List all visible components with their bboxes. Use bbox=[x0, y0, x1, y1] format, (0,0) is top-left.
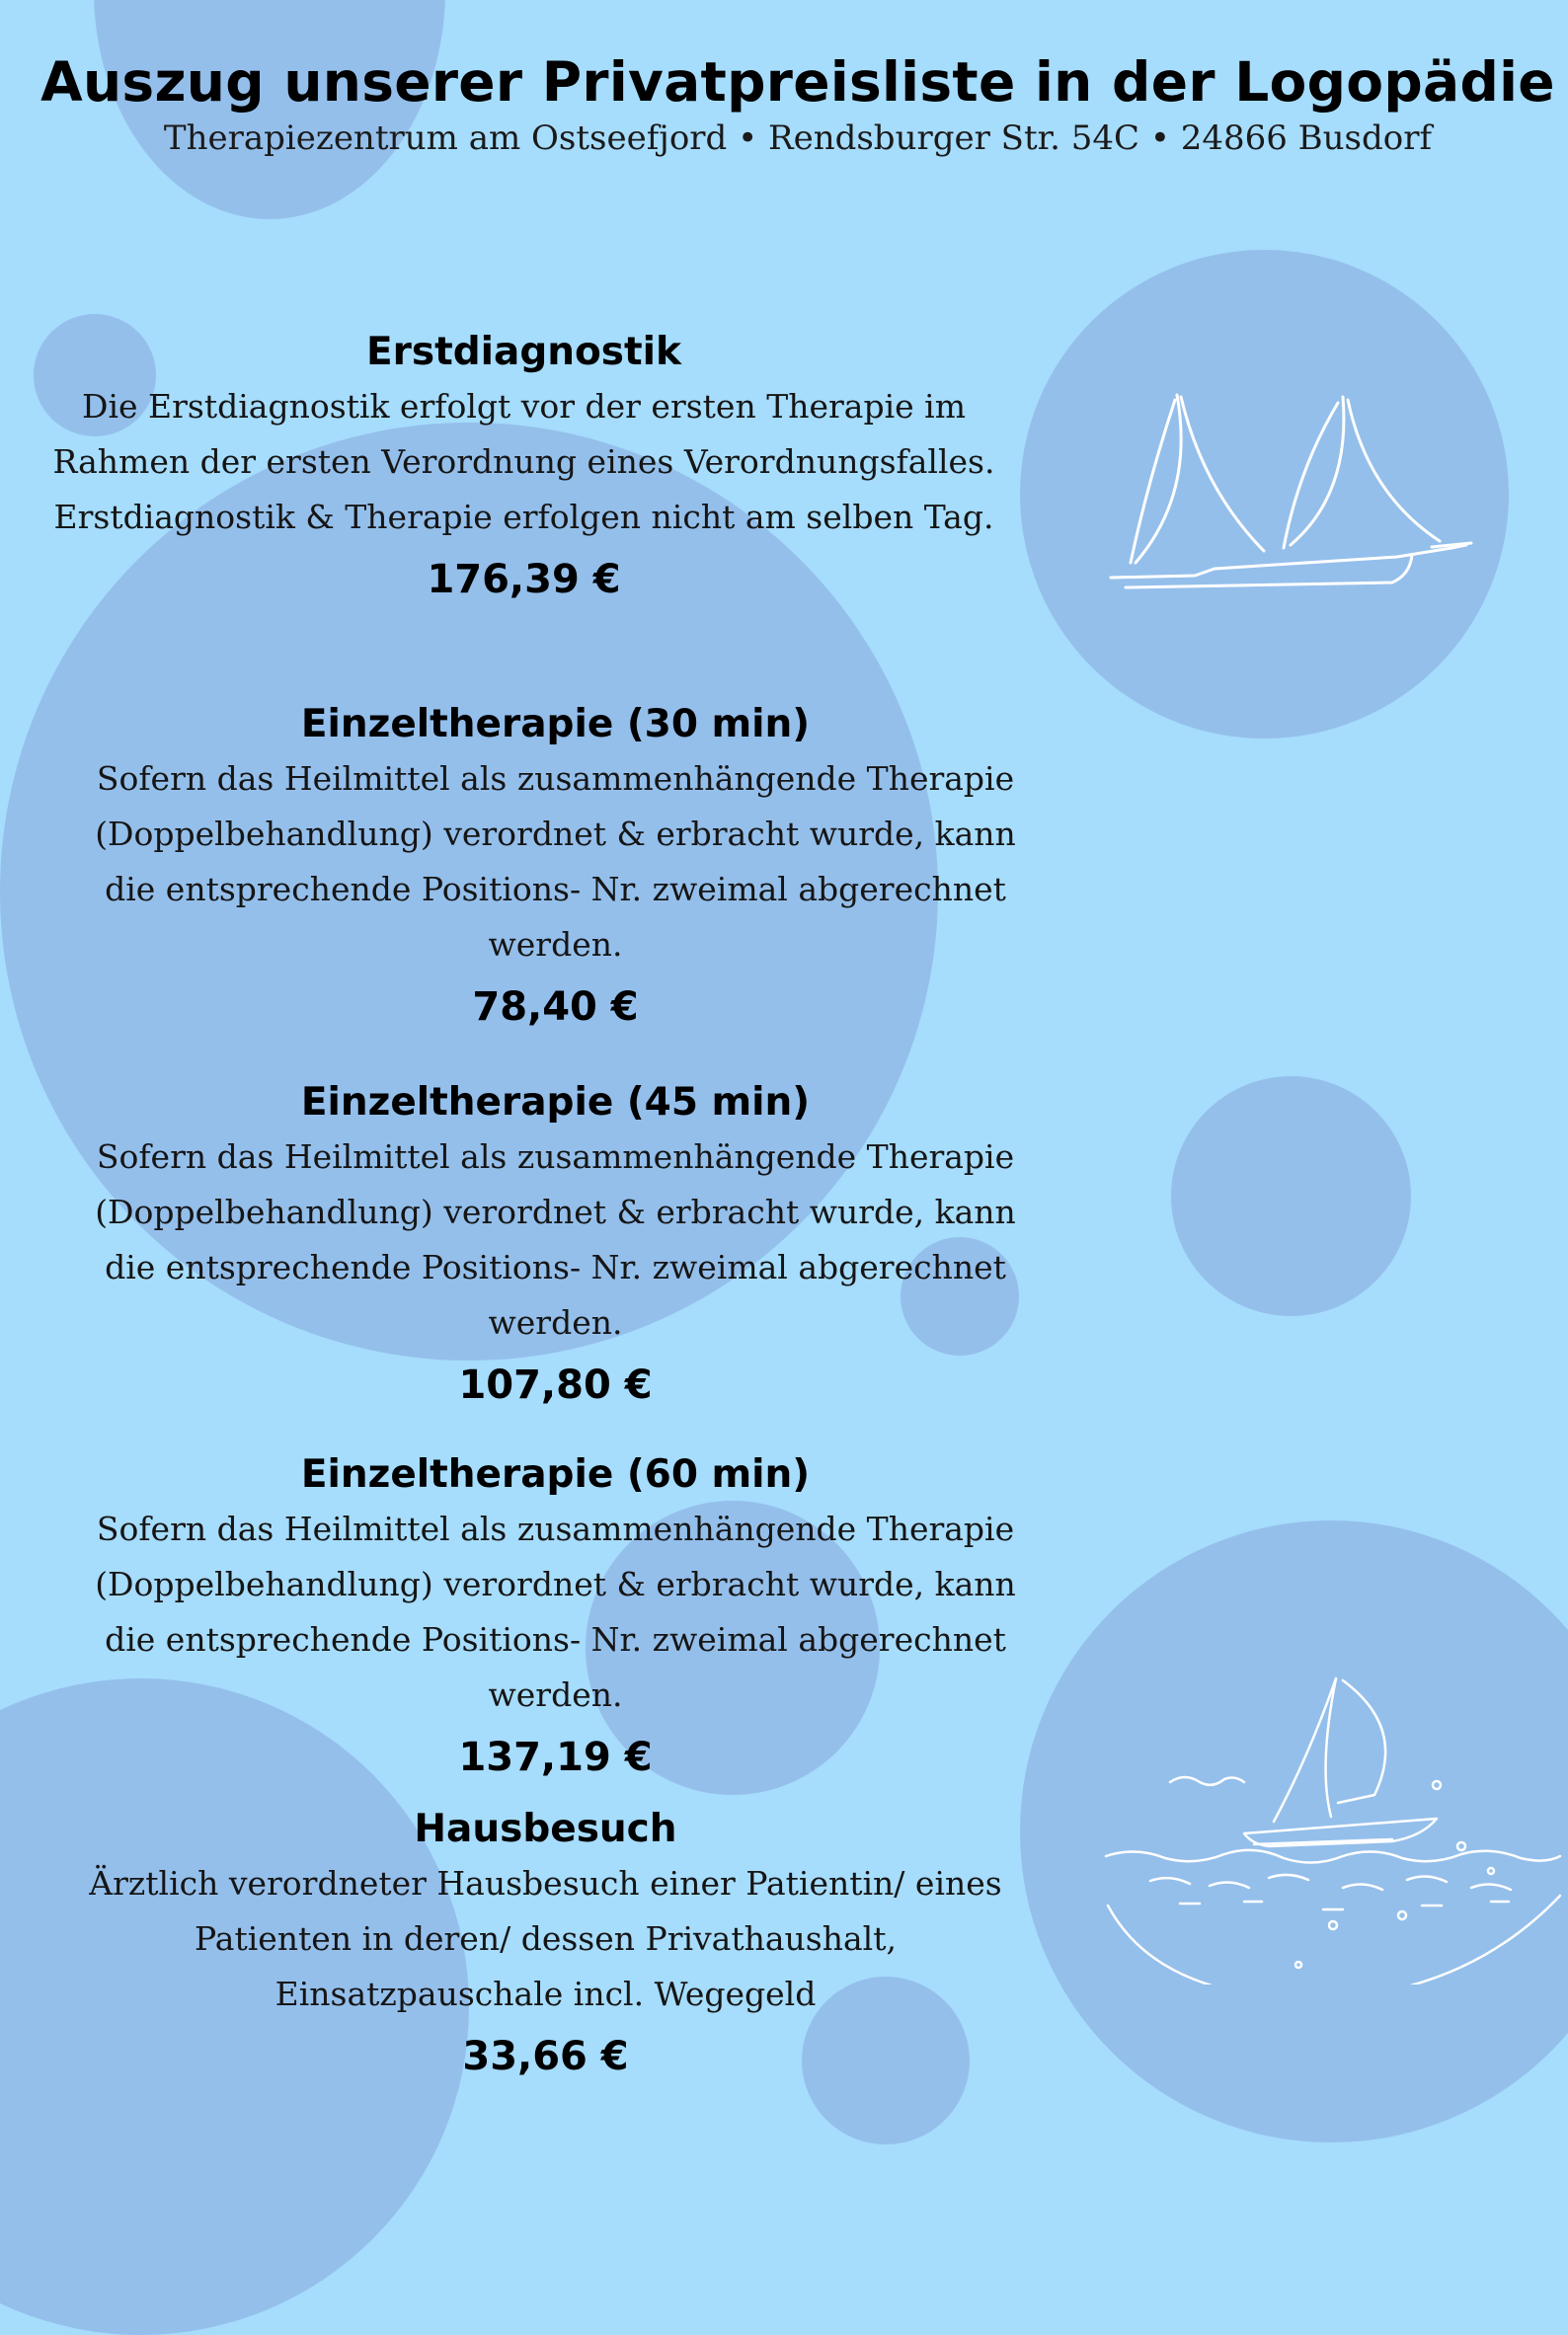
service-title: Einzeltherapie (45 min) bbox=[300, 1080, 811, 1125]
service-einzeltherapie-45 bbox=[30, 1076, 1081, 1414]
service-einzeltherapie-60 bbox=[30, 1448, 1081, 1786]
sailboat-on-waves-icon bbox=[1096, 1669, 1568, 1985]
service-title: Hausbesuch bbox=[414, 1807, 677, 1851]
service-price: 137,19 € bbox=[458, 1735, 653, 1780]
service-price: 176,39 € bbox=[427, 557, 621, 602]
page-title: Auszug unserer Privatpreisliste in der Logopädie bbox=[40, 50, 1555, 114]
sailing-ship-icon bbox=[1096, 385, 1486, 602]
service-price: 78,40 € bbox=[472, 984, 639, 1030]
service-description: Sofern das Heilmittel als zusammenhängende Therapie (Doppelbehandlung) verordnet & erbracht wurde, kann die entsprechende Positions- Nr. zweimal abgerechnet werden. bbox=[95, 1137, 1016, 1342]
service-hausbesuch bbox=[30, 1803, 1061, 2085]
service-description: Die Erstdiagnostik erfolgt vor der ersten Therapie im Rahmen der ersten Verordnung eines Verordnungsfalles. Erstdiagnostik & Therapie erfolgen nicht am selben Tag. bbox=[52, 387, 995, 536]
service-description: Sofern das Heilmittel als zusammenhängende Therapie (Doppelbehandlung) verordnet & erbracht wurde, kann die entsprechende Positions- Nr. zweimal abgerechnet werden. bbox=[95, 1510, 1016, 1714]
page-header bbox=[0, 47, 1568, 160]
service-title: Einzeltherapie (60 min) bbox=[300, 1452, 811, 1497]
service-title: Erstdiagnostik bbox=[366, 330, 681, 374]
decor-circle-mid-right bbox=[1171, 1076, 1411, 1316]
service-price: 33,66 € bbox=[462, 2034, 629, 2079]
page-subtitle: Therapiezentrum am Ostseefjord • Rendsburger Str. 54C • 24866 Busdorf bbox=[163, 118, 1433, 158]
service-erstdiagnostik bbox=[30, 326, 1018, 608]
service-description: Sofern das Heilmittel als zusammenhängende Therapie (Doppelbehandlung) verordnet & erbracht wurde, kann die entsprechende Positions- Nr. zweimal abgerechnet werden. bbox=[95, 759, 1016, 964]
service-price: 107,80 € bbox=[458, 1362, 653, 1408]
service-description: Ärztlich verordneter Hausbesuch einer Patientin/ eines Patienten in deren/ dessen Privathaushalt, Einsatzpauschale incl. Wegegeld bbox=[89, 1864, 1002, 2013]
service-title: Einzeltherapie (30 min) bbox=[300, 702, 811, 746]
service-einzeltherapie-30 bbox=[30, 698, 1081, 1036]
